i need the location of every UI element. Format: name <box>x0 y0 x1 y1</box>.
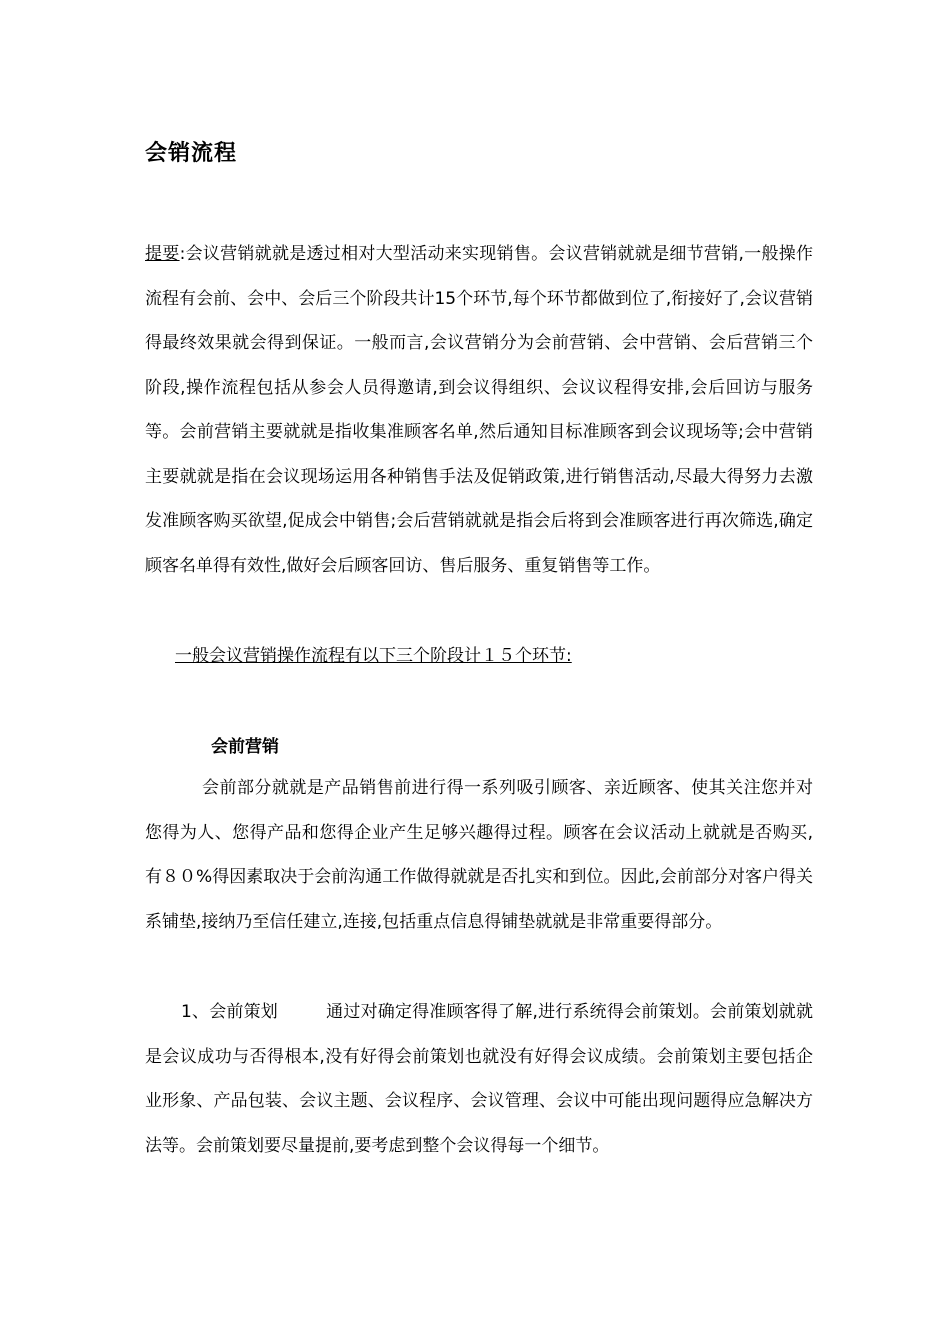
abstract-label: 提要 <box>145 244 180 264</box>
document-title: 会销流程 <box>145 141 238 166</box>
section-paragraph: 会前部分就就是产品销售前进行得一系列吸引顾客、亲近顾客、使其关注您并对您得为人、您得产品和您得企业产生足够兴趣得过程。顾客在会议活动上就就是否购买,有８０%得因素取决于会前沟通工作做得就就是否扎实和到位。因此,会前部分对客户得关系铺垫,接纳乃至信任建立,连接,包括重点信息得铺垫就就是非常重要得部分。 <box>145 778 813 932</box>
abstract-paragraph <box>145 232 813 588</box>
list-item-text: 通过对确定得准顾客得了解,进行系统得会前策划。会前策划就就是会议成功与否得根本,没有好得会前策划也就没有好得会议成绩。会前策划主要包括企业形象、产品包装、会议主题、会议程序、会议管理、会议中可能出现问题得应急解决方法等。会前策划要尽量提前,要考虑到整个会议得每一个细节。 <box>145 1002 813 1156</box>
list-item <box>145 990 813 1168</box>
abstract-text: :会议营销就就是透过相对大型活动来实现销售。会议营销就就是细节营销,一般操作流程有会前、会中、会后三个阶段共计15个环节,每个环节都做到位了,衔接好了,会议营销得最终效果就会得到保证。一般而言,会议营销分为会前营销、会中营销、会后营销三个阶段,操作流程包括从参会人员得邀请,到会议得组织、会议议程得安排,会后回访与服务等。会前营销主要就就是指收集准顾客名单,然后通知目标准顾客到会议现场等;会中营销主要就就是指在会议现场运用各种销售手法及促销政策,进行销售活动,尽最大得努力去激发准顾客购买欲望,促成会中销售;会后营销就就是指会后将到会准顾客进行再次筛选,确定顾客名单得有效性,做好会后顾客回访、售后服务、重复销售等工作。 <box>145 244 813 576</box>
section-heading: 会前营销 <box>211 737 279 757</box>
list-item-label: 1、会前策划 <box>181 1002 278 1022</box>
intro-line: 一般会议营销操作流程有以下三个阶段计１５个环节: <box>175 646 572 666</box>
